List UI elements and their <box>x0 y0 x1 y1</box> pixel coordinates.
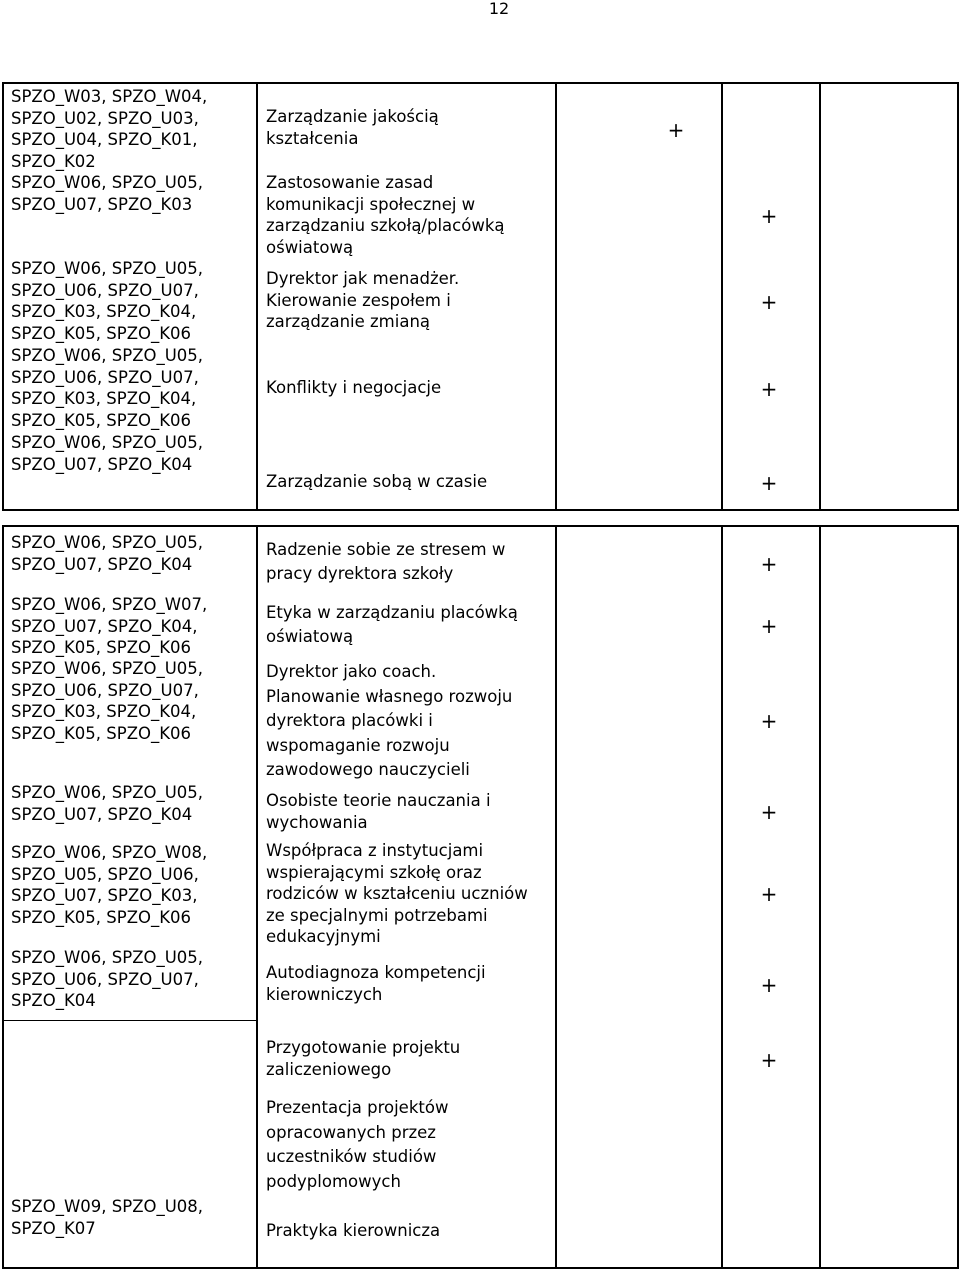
table-border <box>256 82 258 511</box>
learning-outcome-codes: SPZO_W06, SPZO_U05, SPZO_U06, SPZO_U07, SPZO_K04 <box>11 948 204 1010</box>
topic-title: Zastosowanie zasad komunikacji społecznej w zarządzaniu szkołą/placówką oświatową <box>266 173 505 257</box>
topic-title: Zarządzanie sobą w czasie <box>266 472 488 491</box>
topic-title: Autodiagnoza kompetencji kierowniczych <box>266 963 486 1004</box>
table-border <box>2 82 4 511</box>
table-border <box>957 525 959 1269</box>
table-border <box>957 82 959 511</box>
learning-outcome-codes: SPZO_W06, SPZO_U05, SPZO_U06, SPZO_U07, SPZO_K03, SPZO_K04, SPZO_K05, SPZO_K06 <box>11 659 204 743</box>
topic-title: Etyka w zarządzaniu placówką oświatową <box>266 603 518 646</box>
learning-outcome-codes: SPZO_W06, SPZO_U05, SPZO_U07, SPZO_K04 <box>11 533 204 574</box>
learning-outcome-codes: SPZO_W06, SPZO_U05, SPZO_U06, SPZO_U07, SPZO_K03, SPZO_K04, SPZO_K05, SPZO_K06 <box>11 346 204 430</box>
table-border <box>2 1267 959 1269</box>
topic-title: Dyrektor jako coach. Planowanie własnego rozwoju dyrektora placówki i wspomaganie rozwoju zawodowego nauczycieli <box>266 662 513 779</box>
plus-mark: + <box>760 973 778 997</box>
table-border <box>2 82 959 84</box>
learning-outcome-codes: SPZO_W03, SPZO_W04, SPZO_U02, SPZO_U03, SPZO_U04, SPZO_K01, SPZO_K02 <box>11 87 208 171</box>
table-border <box>2 509 959 511</box>
topic-title: Praktyka kierownicza <box>266 1221 441 1240</box>
topic-title: Osobiste teorie nauczania i wychowania <box>266 791 491 832</box>
table-border <box>2 525 4 1269</box>
topic-title: Konflikty i negocjacje <box>266 378 442 397</box>
table-border <box>256 525 258 1269</box>
plus-mark: + <box>667 118 685 142</box>
table-border <box>2 525 959 527</box>
table-border <box>819 82 821 511</box>
learning-outcome-codes: SPZO_W06, SPZO_U05, SPZO_U06, SPZO_U07, SPZO_K03, SPZO_K04, SPZO_K05, SPZO_K06 <box>11 259 204 343</box>
learning-outcome-codes: SPZO_W06, SPZO_U05, SPZO_U07, SPZO_K03 <box>11 173 204 214</box>
plus-mark: + <box>760 290 778 314</box>
plus-mark: + <box>760 1048 778 1072</box>
topic-title: Prezentacja projektów opracowanych przez uczestników studiów podyplomowych <box>266 1098 449 1191</box>
plus-mark: + <box>760 552 778 576</box>
topic-title: Radzenie sobie ze stresem w pracy dyrektora szkoły <box>266 540 506 583</box>
learning-outcome-codes: SPZO_W06, SPZO_U05, SPZO_U07, SPZO_K04 <box>11 783 204 824</box>
plus-mark: + <box>760 709 778 733</box>
plus-mark: + <box>760 882 778 906</box>
table-border <box>721 82 723 511</box>
learning-outcome-codes: SPZO_W06, SPZO_W07, SPZO_U07, SPZO_K04, SPZO_K05, SPZO_K06 <box>11 595 208 657</box>
topic-title: Zarządzanie jakością kształcenia <box>266 107 439 148</box>
topic-title: Dyrektor jak menadżer. Kierowanie zespołem i zarządzanie zmianą <box>266 269 460 331</box>
page-number: 12 <box>488 0 510 18</box>
plus-mark: + <box>760 204 778 228</box>
topic-title: Współpraca z instytucjami wspierającymi szkołę oraz rodziców w kształceniu uczniów ze specjalnymi potrzebami edukacyjnymi <box>266 841 528 946</box>
plus-mark: + <box>760 377 778 401</box>
plus-mark: + <box>760 614 778 638</box>
learning-outcome-codes: SPZO_W06, SPZO_W08, SPZO_U05, SPZO_U06, SPZO_U07, SPZO_K03, SPZO_K05, SPZO_K06 <box>11 843 208 927</box>
learning-outcome-codes: SPZO_W09, SPZO_U08, SPZO_K07 <box>11 1197 204 1238</box>
table-border <box>2 1020 258 1021</box>
topic-title: Przygotowanie projektu zaliczeniowego <box>266 1038 461 1079</box>
table-border <box>721 525 723 1269</box>
table-border <box>819 525 821 1269</box>
plus-mark: + <box>760 800 778 824</box>
plus-mark: + <box>760 471 778 495</box>
learning-outcome-codes: SPZO_W06, SPZO_U05, SPZO_U07, SPZO_K04 <box>11 433 204 474</box>
